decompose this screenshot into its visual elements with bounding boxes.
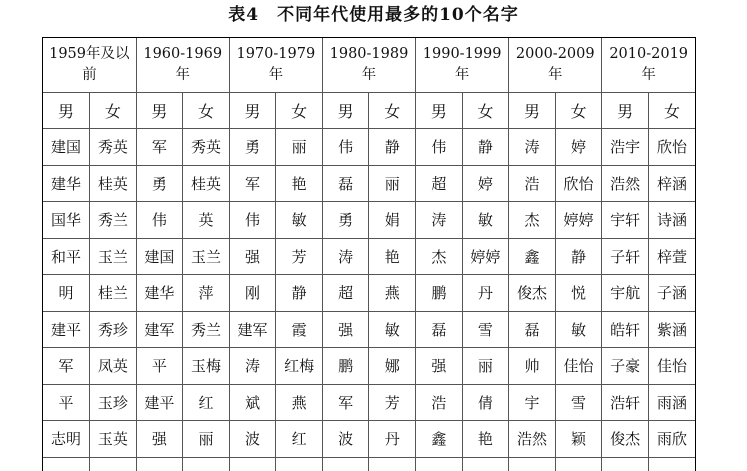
name-cell: 秀珍 xyxy=(90,311,137,348)
period-header-line1: 1960-1969 xyxy=(143,46,223,62)
name-cell: 伟 xyxy=(136,202,183,239)
name-cell: 芳 xyxy=(276,238,323,275)
name-cell: 静 xyxy=(555,238,602,275)
period-header-cell xyxy=(229,38,322,93)
period-header-cell xyxy=(602,38,695,93)
table-row xyxy=(43,202,695,239)
names-table-container xyxy=(42,37,696,471)
period-header-line1: 1959年及以 xyxy=(49,46,130,62)
name-cell: 磊 xyxy=(416,311,463,348)
name-cell: 雪 xyxy=(555,384,602,421)
name-cell: 军 xyxy=(229,165,276,202)
name-cell: 建平 xyxy=(136,384,183,421)
name-cell: 勇 xyxy=(229,129,276,166)
name-cell xyxy=(183,457,230,471)
period-header-line2: 年 xyxy=(454,67,470,83)
name-cell: 艳 xyxy=(276,165,323,202)
name-cell: 丹 xyxy=(462,275,509,312)
name-cell xyxy=(276,457,323,471)
name-cell: 刚 xyxy=(229,275,276,312)
table-title: 表4 不同年代使用最多的10个名字 xyxy=(228,5,519,25)
name-cell: 梓萱 xyxy=(648,238,695,275)
name-cell: 桂英 xyxy=(90,165,137,202)
name-cell: 浩然 xyxy=(602,165,649,202)
name-cell: 玉英 xyxy=(90,421,137,458)
period-header-cell xyxy=(322,38,415,93)
name-cell: 杰 xyxy=(416,238,463,275)
name-cell xyxy=(462,457,509,471)
name-cell: 红梅 xyxy=(276,348,323,385)
name-cell: 鑫 xyxy=(416,421,463,458)
name-cell: 子豪 xyxy=(602,348,649,385)
period-header-line1: 1990-1999 xyxy=(422,46,502,62)
name-cell xyxy=(229,457,276,471)
name-cell: 超 xyxy=(416,165,463,202)
period-header-cell xyxy=(509,38,602,93)
period-header-line2: 年 xyxy=(361,67,377,83)
gender-header-cell: 女 xyxy=(183,93,230,129)
gender-header-cell: 女 xyxy=(369,93,416,129)
name-cell: 涛 xyxy=(416,202,463,239)
name-cell: 国华 xyxy=(43,202,90,239)
name-cell: 丽 xyxy=(183,421,230,458)
name-cell: 欣怡 xyxy=(648,129,695,166)
gender-header-cell: 男 xyxy=(136,93,183,129)
name-cell xyxy=(648,457,695,471)
name-cell: 强 xyxy=(136,421,183,458)
name-cell: 悦 xyxy=(555,275,602,312)
name-cell: 宇航 xyxy=(602,275,649,312)
name-cell: 婷婷 xyxy=(462,238,509,275)
name-cell: 建军 xyxy=(136,311,183,348)
name-cell: 子涵 xyxy=(648,275,695,312)
table-row xyxy=(43,238,695,275)
name-cell: 杰 xyxy=(509,202,556,239)
name-cell: 梓涵 xyxy=(648,165,695,202)
name-cell: 建军 xyxy=(229,311,276,348)
name-cell: 伟 xyxy=(322,129,369,166)
name-cell: 帅 xyxy=(509,348,556,385)
name-cell: 丹 xyxy=(369,421,416,458)
name-cell: 雨欣 xyxy=(648,421,695,458)
name-cell: 军 xyxy=(322,384,369,421)
name-cell: 磊 xyxy=(322,165,369,202)
name-cell: 建国 xyxy=(136,238,183,275)
gender-header-cell: 男 xyxy=(43,93,90,129)
period-header-line2: 前 xyxy=(82,67,97,83)
name-cell: 鹏 xyxy=(322,348,369,385)
name-cell: 波 xyxy=(322,421,369,458)
name-cell: 玉珍 xyxy=(90,384,137,421)
name-cell: 艳 xyxy=(369,238,416,275)
name-cell: 伟 xyxy=(229,202,276,239)
name-cell: 燕 xyxy=(369,275,416,312)
name-cell: 涛 xyxy=(229,348,276,385)
name-cell: 玉兰 xyxy=(183,238,230,275)
name-cell: 波 xyxy=(229,421,276,458)
name-cell: 红 xyxy=(276,421,323,458)
name-cell: 娜 xyxy=(369,348,416,385)
name-cell: 军 xyxy=(136,129,183,166)
name-cell: 玉梅 xyxy=(183,348,230,385)
gender-header-cell: 女 xyxy=(462,93,509,129)
name-cell: 凤英 xyxy=(90,348,137,385)
name-cell: 平 xyxy=(43,384,90,421)
gender-header-cell: 男 xyxy=(509,93,556,129)
name-cell: 军 xyxy=(43,348,90,385)
name-cell xyxy=(555,457,602,471)
name-cell: 霞 xyxy=(276,311,323,348)
name-cell: 志明 xyxy=(43,421,90,458)
period-header-cell xyxy=(416,38,509,93)
name-cell: 婷 xyxy=(555,129,602,166)
name-cell: 娟 xyxy=(369,202,416,239)
name-cell xyxy=(416,457,463,471)
name-cell: 紫涵 xyxy=(648,311,695,348)
name-cell: 雨涵 xyxy=(648,384,695,421)
name-cell: 浩然 xyxy=(509,421,556,458)
name-cell: 静 xyxy=(369,129,416,166)
name-cell: 萍 xyxy=(183,275,230,312)
name-cell: 佳怡 xyxy=(648,348,695,385)
name-cell: 浩 xyxy=(509,165,556,202)
name-cell: 伟 xyxy=(416,129,463,166)
name-cell: 涛 xyxy=(322,238,369,275)
name-cell: 和平 xyxy=(43,238,90,275)
name-cell: 敏 xyxy=(555,311,602,348)
gender-header-cell: 女 xyxy=(648,93,695,129)
name-cell: 鹏 xyxy=(416,275,463,312)
name-cell: 浩宇 xyxy=(602,129,649,166)
name-cell: 平 xyxy=(136,348,183,385)
name-cell xyxy=(90,457,137,471)
table-row xyxy=(43,348,695,385)
name-cell: 燕 xyxy=(276,384,323,421)
table-row xyxy=(43,129,695,166)
name-cell: 强 xyxy=(322,311,369,348)
table-row xyxy=(43,421,695,458)
name-cell: 丽 xyxy=(369,165,416,202)
name-cell: 磊 xyxy=(509,311,556,348)
name-cell: 婷 xyxy=(462,165,509,202)
name-cell: 婷婷 xyxy=(555,202,602,239)
period-header-line2: 年 xyxy=(175,67,190,83)
name-cell: 倩 xyxy=(462,384,509,421)
name-cell: 建华 xyxy=(43,165,90,202)
name-cell: 静 xyxy=(462,129,509,166)
gender-header-cell: 男 xyxy=(602,93,649,129)
name-cell: 佳怡 xyxy=(555,348,602,385)
name-cell: 勇 xyxy=(322,202,369,239)
name-cell: 秀兰 xyxy=(90,202,137,239)
period-header-cell xyxy=(43,38,136,93)
name-cell xyxy=(136,457,183,471)
name-cell: 秀兰 xyxy=(183,311,230,348)
name-cell: 红 xyxy=(183,384,230,421)
name-cell: 宇轩 xyxy=(602,202,649,239)
name-cell: 涛 xyxy=(509,129,556,166)
name-cell xyxy=(509,457,556,471)
name-cell: 斌 xyxy=(229,384,276,421)
name-cell: 芳 xyxy=(369,384,416,421)
name-cell xyxy=(369,457,416,471)
name-cell: 建平 xyxy=(43,311,90,348)
table-row xyxy=(43,457,695,471)
name-cell: 丽 xyxy=(462,348,509,385)
name-cell: 玉兰 xyxy=(90,238,137,275)
name-cell: 英 xyxy=(183,202,230,239)
gender-header-cell: 女 xyxy=(276,93,323,129)
name-cell: 敏 xyxy=(462,202,509,239)
name-cell: 欣怡 xyxy=(555,165,602,202)
period-header-line1: 2000-2009 xyxy=(515,46,595,62)
gender-header-cell: 男 xyxy=(229,93,276,129)
name-cell xyxy=(43,457,90,471)
name-cell: 静 xyxy=(276,275,323,312)
gender-header-cell: 女 xyxy=(555,93,602,129)
period-header-row xyxy=(43,38,695,93)
name-cell xyxy=(602,457,649,471)
name-cell: 诗涵 xyxy=(648,202,695,239)
name-cell: 桂兰 xyxy=(90,275,137,312)
name-cell: 浩 xyxy=(416,384,463,421)
name-cell: 建国 xyxy=(43,129,90,166)
name-cell: 皓轩 xyxy=(602,311,649,348)
gender-header-cell: 女 xyxy=(90,93,137,129)
table-row xyxy=(43,311,695,348)
name-cell: 浩轩 xyxy=(602,384,649,421)
name-cell: 子轩 xyxy=(602,238,649,275)
name-cell: 颖 xyxy=(555,421,602,458)
name-cell: 强 xyxy=(416,348,463,385)
table-body xyxy=(43,38,695,471)
name-cell: 宇 xyxy=(509,384,556,421)
period-header-cell xyxy=(136,38,229,93)
name-cell: 雪 xyxy=(462,311,509,348)
name-cell: 鑫 xyxy=(509,238,556,275)
name-cell xyxy=(322,457,369,471)
name-cell: 明 xyxy=(43,275,90,312)
name-cell: 敏 xyxy=(276,202,323,239)
table-row xyxy=(43,165,695,202)
names-table xyxy=(43,38,695,471)
gender-header-cell: 男 xyxy=(416,93,463,129)
period-header-line2: 年 xyxy=(641,67,656,83)
name-cell: 建华 xyxy=(136,275,183,312)
name-cell: 超 xyxy=(322,275,369,312)
name-cell: 强 xyxy=(229,238,276,275)
name-cell: 桂英 xyxy=(183,165,230,202)
period-header-line2: 年 xyxy=(268,67,284,83)
table-row xyxy=(43,384,695,421)
name-cell: 丽 xyxy=(276,129,323,166)
gender-header-row xyxy=(43,93,695,129)
name-cell: 俊杰 xyxy=(509,275,556,312)
gender-header-cell: 男 xyxy=(322,93,369,129)
period-header-line2: 年 xyxy=(548,67,563,83)
name-cell: 秀英 xyxy=(90,129,137,166)
table-row xyxy=(43,275,695,312)
name-cell: 艳 xyxy=(462,421,509,458)
period-header-line1: 1970-1979 xyxy=(236,46,316,62)
name-cell: 秀英 xyxy=(183,129,230,166)
name-cell: 敏 xyxy=(369,311,416,348)
name-cell: 俊杰 xyxy=(602,421,649,458)
name-cell: 勇 xyxy=(136,165,183,202)
period-header-line1: 1980-1989 xyxy=(329,46,409,62)
period-header-line1: 2010-2019 xyxy=(609,46,689,62)
